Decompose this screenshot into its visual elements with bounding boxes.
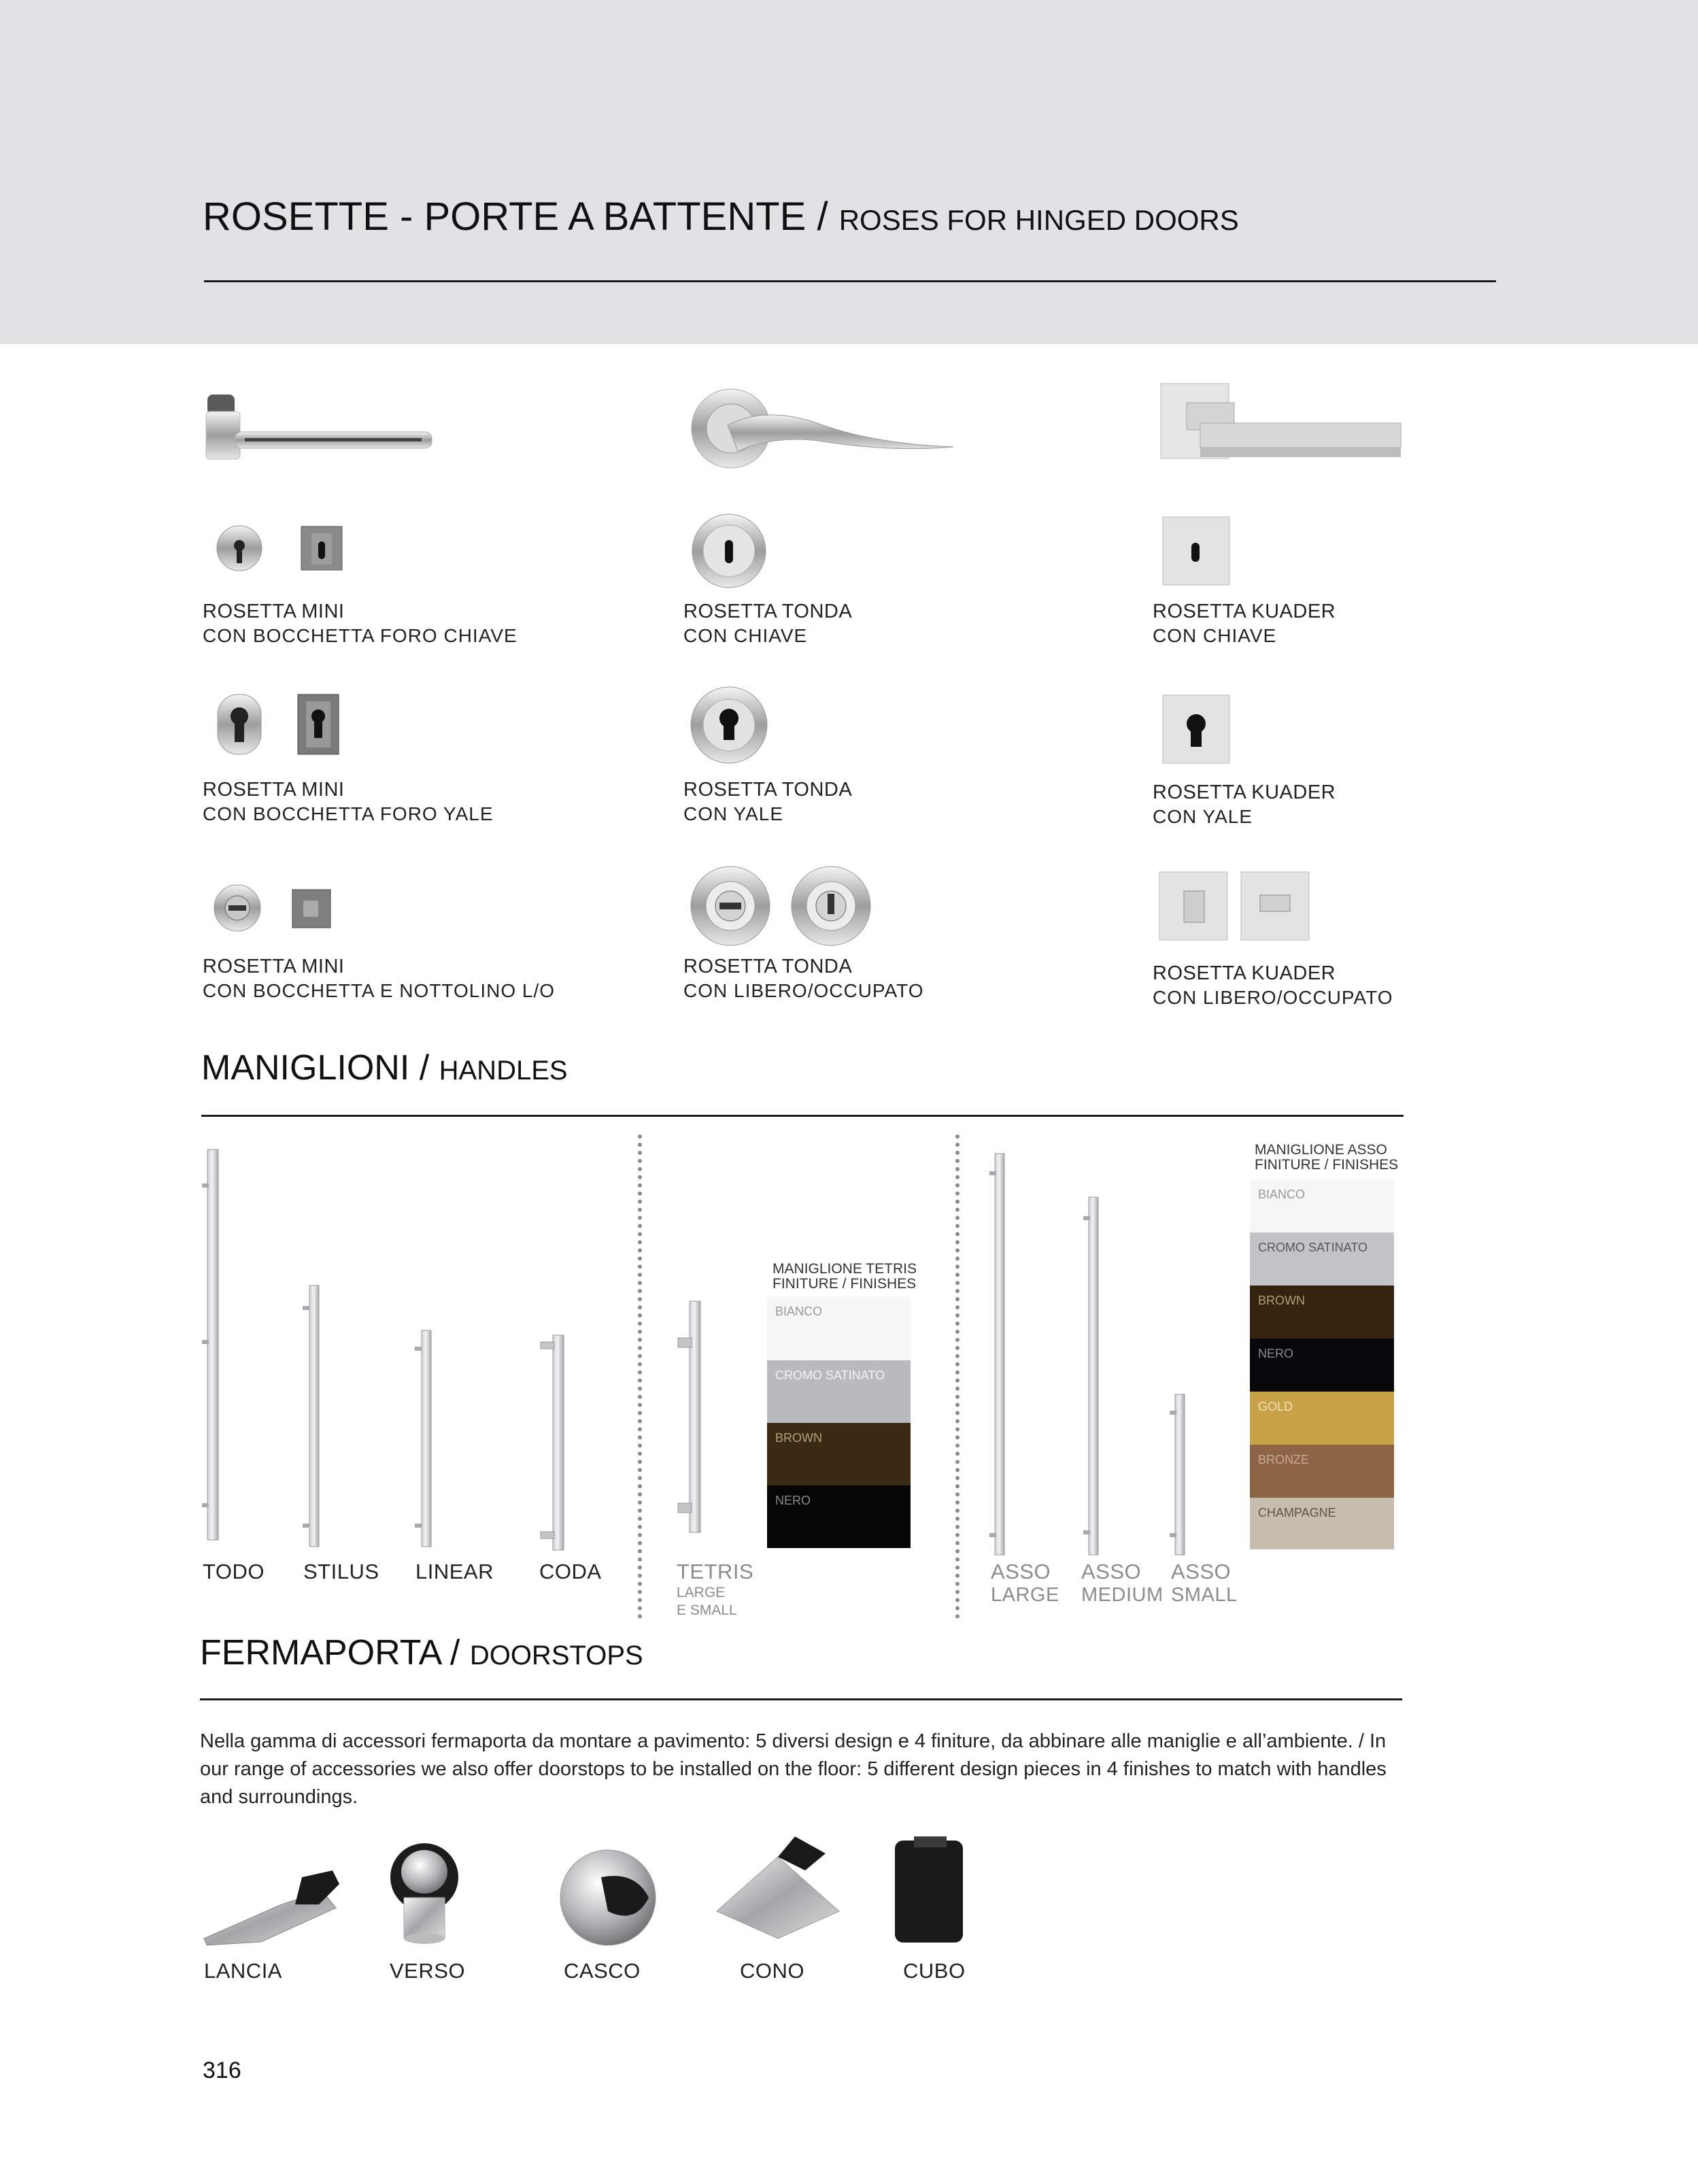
doorstop-caption: CUBO: [903, 1959, 966, 1983]
page-number: 316: [203, 2057, 241, 2083]
rosetta-mini-privacy-image: [212, 883, 341, 934]
rose-caption-desc: CON LIBERO/OCCUPATO: [683, 980, 924, 1001]
rose-caption-name: ROSETTA TONDA: [683, 956, 853, 977]
finish-swatch-champagne: CHAMPAGNE: [1250, 1498, 1394, 1549]
handles-divider: [638, 1135, 642, 1619]
finish-swatch-brown: BROWN: [767, 1423, 911, 1485]
lever-handle-kuader-image: [1159, 382, 1404, 477]
finish-swatch-cromo-satinato: CROMO SATINATO: [767, 1360, 911, 1423]
doorstops-rule: [200, 1698, 1402, 1700]
handle-caption-asso-small: ASSO SMALL: [1171, 1560, 1238, 1606]
title-rule: [204, 280, 1496, 282]
rosetta-mini-key-image: [216, 521, 345, 575]
rose-caption-name: ROSETTA MINI: [203, 956, 345, 977]
rosetta-mini-yale-image: [216, 690, 345, 758]
tetris-finishes-title: MANIGLIONE TETRIS FINITURE / FINISHES: [772, 1261, 917, 1292]
rosetta-tonda-privacy-image: [688, 865, 875, 948]
rose-caption-name: ROSETTA TONDA: [683, 601, 853, 622]
doorstop-caption: LANCIA: [204, 1959, 282, 1983]
asso-finishes-title: MANIGLIONE ASSO FINITURE / FINISHES: [1255, 1142, 1399, 1173]
tetris-swatches: [767, 1296, 911, 1551]
rose-caption-name: ROSETTA TONDA: [683, 779, 853, 801]
doorstop-caption: CASCO: [564, 1959, 641, 1983]
finish-swatch-nero: NERO: [1250, 1339, 1394, 1392]
rose-caption-desc: CON YALE: [1153, 806, 1253, 827]
doorstops-illustration: [200, 1830, 982, 1955]
page-title: ROSETTE - PORTE A BATTENTE / ROSES FOR HINGED DOORS: [203, 195, 1239, 239]
doorstop-caption: CONO: [740, 1959, 804, 1983]
rose-caption-desc: CON BOCCHETTA E NOTTOLINO L/O: [203, 980, 556, 1001]
handle-caption-asso-large: ASSO LARGE: [991, 1560, 1059, 1606]
rosetta-kuader-key-image: [1161, 516, 1232, 588]
rose-caption-name: ROSETTA KUADER: [1153, 782, 1336, 803]
doorstop-caption: VERSO: [390, 1959, 466, 1983]
rose-caption-desc: CON LIBERO/OCCUPATO: [1153, 987, 1393, 1008]
rose-caption-name: ROSETTA MINI: [203, 601, 345, 622]
handles-illustration: [201, 1143, 1697, 1551]
rose-caption-desc: CON BOCCHETTA FORO CHIAVE: [203, 625, 517, 646]
handles-rule: [201, 1115, 1404, 1117]
rose-caption-name: ROSETTA KUADER: [1153, 962, 1336, 984]
handle-caption: STILUS: [303, 1560, 379, 1583]
header-band: [0, 0, 1698, 344]
rose-caption-name: ROSETTA KUADER: [1153, 601, 1336, 622]
lever-handle-tonda-image: [687, 384, 959, 473]
rosetta-tonda-yale-image: [687, 686, 772, 766]
handle-caption: LINEAR: [415, 1560, 494, 1583]
finish-swatch-bronze: BRONZE: [1250, 1445, 1394, 1498]
finish-swatch-bianco: BIANCO: [767, 1296, 911, 1360]
finish-swatch-cromo-satinato: CROMO SATINATO: [1250, 1232, 1394, 1286]
rose-caption-desc: CON BOCCHETTA FORO YALE: [203, 803, 494, 824]
finish-swatch-nero: NERO: [767, 1485, 911, 1548]
asso-swatches: [1250, 1179, 1394, 1551]
handles-divider: [955, 1135, 960, 1619]
lever-handle-mini-image: [204, 388, 435, 463]
rosetta-kuader-yale-image: [1161, 694, 1232, 766]
rose-caption-desc: CON YALE: [683, 803, 784, 824]
finish-swatch-brown: BROWN: [1250, 1286, 1394, 1339]
handle-caption-asso-medium: ASSO MEDIUM: [1081, 1560, 1164, 1606]
finish-swatch-gold: GOLD: [1250, 1392, 1394, 1445]
rosetta-kuader-privacy-image: [1158, 871, 1311, 942]
rose-caption-desc: CON CHIAVE: [1153, 625, 1277, 646]
doorstops-description: Nella gamma di accessori fermaporta da montare a pavimento: 5 diversi design e 4 finiture, da abbinare alle maniglie e all’ambiente. / In our range of accessories we also offer doorstops to be installed on the floor: 5 different design pieces in 4 finishes to match with handles and surroundings.: [200, 1730, 1387, 1808]
finish-swatch-bianco: BIANCO: [1250, 1179, 1394, 1232]
handles-title: MANIGLIONI / HANDLES: [201, 1048, 568, 1088]
doorstops-title: FERMAPORTA / DOORSTOPS: [200, 1633, 643, 1673]
rosetta-tonda-key-image: [687, 514, 772, 589]
rose-caption-desc: CON CHIAVE: [683, 625, 808, 646]
handle-caption: CODA: [539, 1560, 602, 1583]
handle-caption-tetris: TETRIS LARGE E SMALL: [677, 1560, 754, 1618]
rose-caption-name: ROSETTA MINI: [203, 779, 345, 801]
handle-caption: TODO: [203, 1560, 265, 1583]
